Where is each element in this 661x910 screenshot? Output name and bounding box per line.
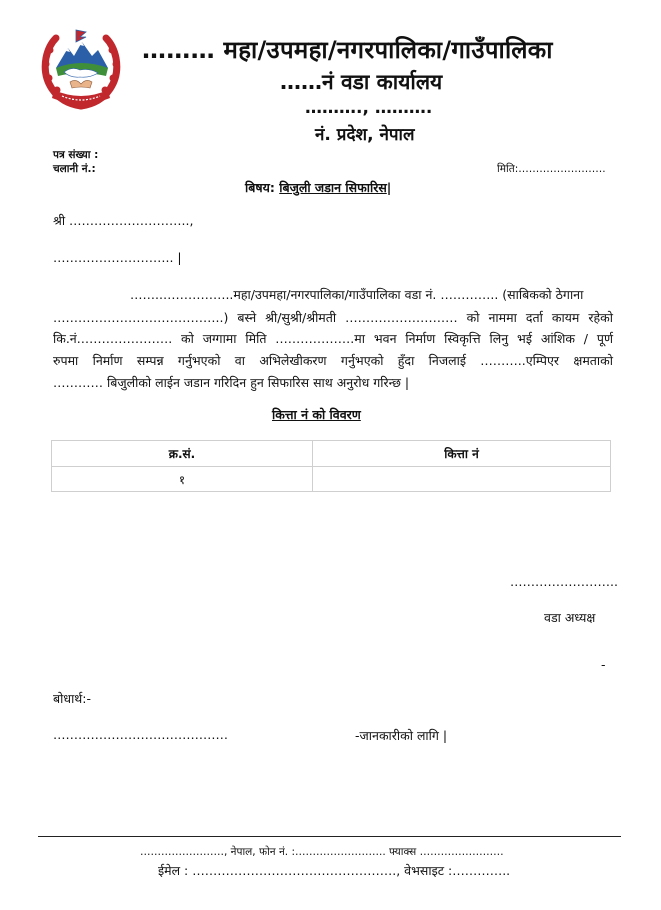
body-line-3: कि.नं.…………………. को जग्गामा मिति ……………….मा भवन निर्माण स्विकृत्ति लिनु भई आंशिक / पूर्ण — [53, 331, 613, 346]
footer-email-website: ईमेल : …………………………………………., वेभसाइट :………….. — [158, 863, 511, 878]
signature-dash: - — [601, 657, 606, 672]
nepal-emblem-logo — [40, 28, 122, 110]
header-address-dots: ………., ………. — [305, 98, 433, 118]
addressee-address: ……………………….. | — [53, 250, 182, 265]
cc-label: बोधार्थ:- — [53, 691, 92, 706]
body-line-1: ……..……………..महा/उपमहा/नगरपालिका/गाउँपालिका वडा नं. ………….. (साबिकको ठेगाना — [130, 287, 584, 302]
body-line-2: …………………………………..) बस्ने श्री/सुश्री/श्रीमती ……………………… को नाममा दर्ता कायम रहेको — [53, 310, 613, 325]
parcel-section-title: कित्ता नं को विवरण — [272, 407, 361, 422]
header-municipality: ……… महा/उपमहा/नगरपालिका/गाउँपालिका — [142, 36, 553, 64]
date-label: मिति:……………………. — [497, 163, 606, 175]
cc-note: -जानकारीको लागि | — [355, 728, 448, 743]
dispatch-number-label: चलानी नं.: — [53, 163, 96, 175]
cell-parcel-number — [313, 467, 611, 492]
signature-title: वडा अध्यक्ष — [544, 610, 596, 625]
subject-label: बिषय: — [245, 180, 275, 195]
header-province: नं. प्रदेश, नेपाल — [315, 125, 415, 145]
body-line-5: ………… बिजुलीको लाईन जडान गरिदिन हुन सिफारिस साथ अनुरोध गरिन्छ | — [53, 375, 410, 390]
footer-contact: ……………………, नेपाल, फोन नं. :…………………….. फ्याक्स …………………… — [140, 846, 504, 858]
letter-number-label: पत्र संख्या : — [53, 149, 99, 161]
header-ward-office: ……नं वडा कार्यालय — [280, 70, 443, 94]
subject-line — [245, 179, 391, 196]
subject-end: | — [386, 180, 392, 195]
cell-serial: १ — [52, 467, 313, 492]
column-header-parcel-number: कित्ता नं — [313, 441, 611, 467]
column-header-serial: क्र.सं. — [52, 441, 313, 467]
footer-divider — [38, 836, 621, 837]
addressee-name: श्री ……………………….., — [53, 213, 194, 228]
parcel-table-header — [52, 441, 611, 467]
table-row — [52, 467, 611, 492]
subject-text: बिजुली जडान सिफारिस — [279, 180, 387, 195]
signature-dots: …………………….. — [510, 574, 618, 589]
body-line-4: रुपमा निर्माण सम्पन्न गर्नुभएको वा अभिलेखीकरण गर्नुभएको हुँदा निजलाई ………..एम्पिएर क्षमताको — [53, 353, 613, 368]
cc-dots: …………………………………… — [53, 727, 228, 742]
parcel-table — [51, 440, 611, 492]
